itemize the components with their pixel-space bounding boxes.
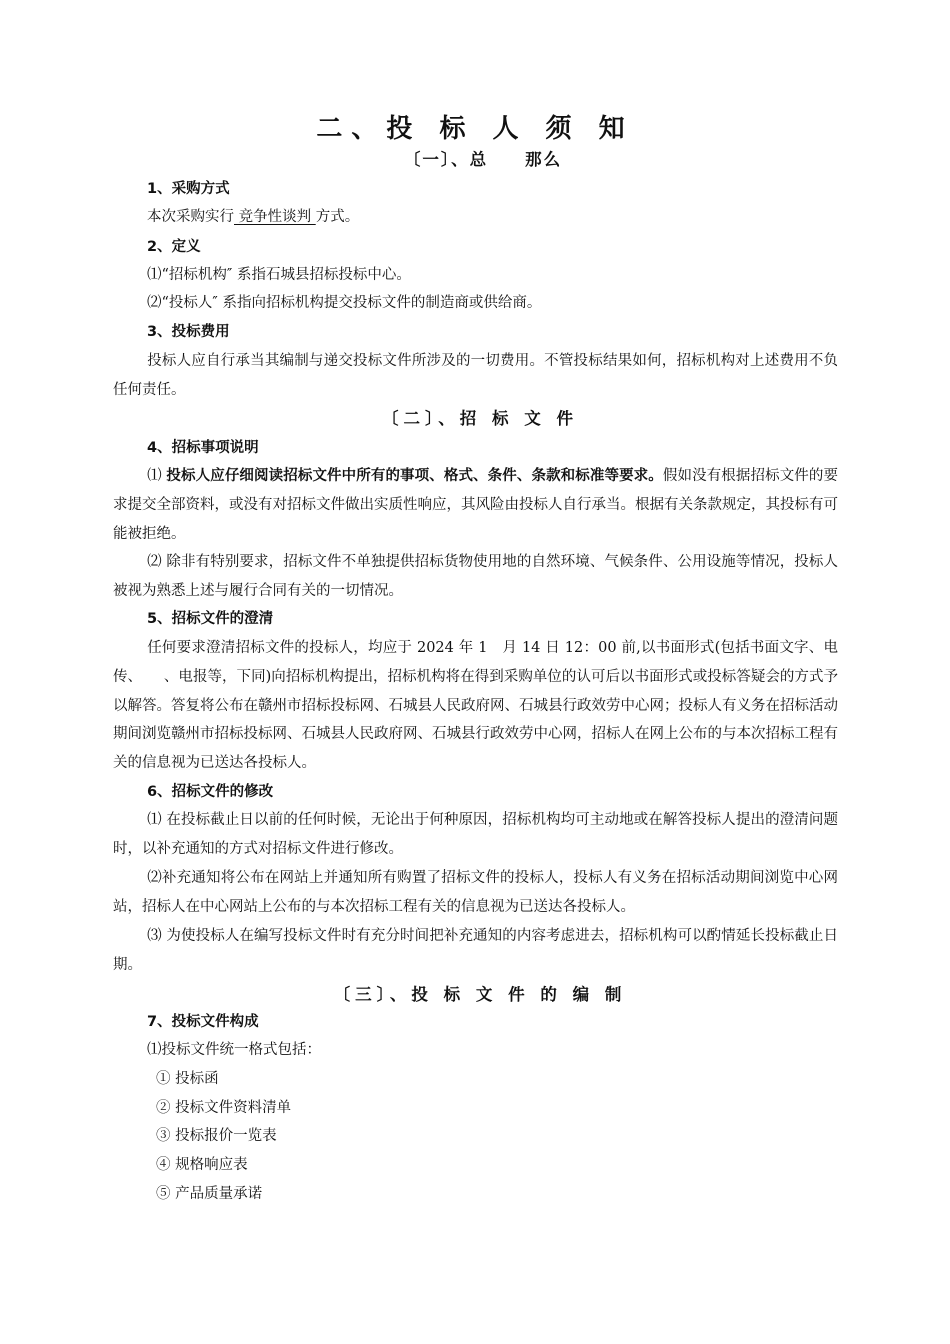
section-heading-bid-preparation: 〔三〕、投 标 文 件 的 编 制 [333,985,627,1004]
paragraph-clarification: 任何要求澄清招标文件的投标人，均应于 2024 年 1 月 14 日 12：00 前,以书面形式(包括书面文字、电传、 、电报等，下同)向招标机构提出，招标机构将在得到采购单位的认可后以书面形式或投标答疑会的方式予以解答。答复将公布在赣州市招标投标网、石城县人民政府网、石城县行政效劳中心网；投标人有义务在招标活动期间浏览赣州市招标投标网、石城县人民政府网、石城县行政效劳中心网，招标人在网上公布的与本次招标工程有关的信息视为已送达各投标人。 [113,640,838,772]
heading-definitions: 2、定义 [147,239,201,255]
method-value: 竞争性谈判 [234,209,316,225]
paragraph-amendment-3: ⑶ 为使投标人在编写投标文件时有充分时间把补充通知的内容考虑进去，招标机构可以酌情延长投标截止日期。 [113,928,838,973]
list-item: ③ 投标报价一览表 [156,1128,277,1144]
heading-bid-costs: 3、投标费用 [147,324,230,340]
emphasis-text: 投标人应仔细阅读招标文件中所有的事项、格式、条件、条款和标准等要求。 [166,468,663,484]
list-item: ② 投标文件资料清单 [156,1100,292,1116]
paragraph-tender-notes-1: ⑴ 投标人应仔细阅读招标文件中所有的事项、格式、条件、条款和标准等要求。假如没有根据招标文件的要求提交全部资料，或没有对招标文件做出实质性响应，其风险由投标人自行承当。根据有关条款规定，其投标有可能被拒绝。 [113,468,839,542]
method-prefix: 本次采购实行 [147,209,234,225]
heading-amendment: 6、招标文件的修改 [147,784,274,800]
paragraph-tender-notes-2: ⑵ 除非有特别要求，招标文件不单独提供招标货物使用地的自然环境、气候条件、公用设施等情况，投标人被视为熟悉上述与履行合同有关的一切情况。 [113,554,838,599]
bid-composition-intro: ⑴投标文件统一格式包括： [147,1042,321,1058]
heading-tender-notes: 4、招标事项说明 [147,440,259,456]
definition-agency: ⑴“招标机构″ 系指石城县招标投标中心。 [147,267,411,283]
heading-procurement-method: 1、采购方式 [147,181,230,197]
page-title: 二、投 标 人 须 知 [316,114,634,144]
definition-bidder: ⑵“投标人″ 系指向招标机构提交投标文件的制造商或供给商。 [147,295,542,311]
paragraph-amendment-1: ⑴ 在投标截止日以前的任何时候，无论出于何种原因，招标机构均可主动地或在解答投标人提出的澄清问题时，以补充通知的方式对招标文件进行修改。 [113,812,838,857]
paragraph-amendment-2: ⑵补充通知将公布在网站上并通知所有购置了招标文件的投标人，投标人有义务在招标活动期间浏览中心网站，招标人在中心网站上公布的与本次招标工程有关的信息视为已送达各投标人。 [113,870,838,915]
section-heading-tender-documents: 〔二〕、招 标 文 件 [382,409,578,428]
heading-bid-composition: 7、投标文件构成 [147,1014,259,1030]
paragraph-procurement-method [113,203,838,232]
list-item: ⑤ 产品质量承诺 [156,1186,263,1202]
method-suffix: 方式。 [315,209,360,225]
section-heading-general: 〔一〕、总 那么 [403,150,563,169]
list-item: ④ 规格响应表 [156,1157,248,1173]
paragraph-bid-costs: 投标人应自行承当其编制与递交投标文件所涉及的一切费用。不管投标结果如何，招标机构对上述费用不负任何责任。 [113,353,838,398]
heading-clarification: 5、招标文件的澄清 [147,611,274,627]
list-item: ① 投标函 [156,1071,219,1087]
